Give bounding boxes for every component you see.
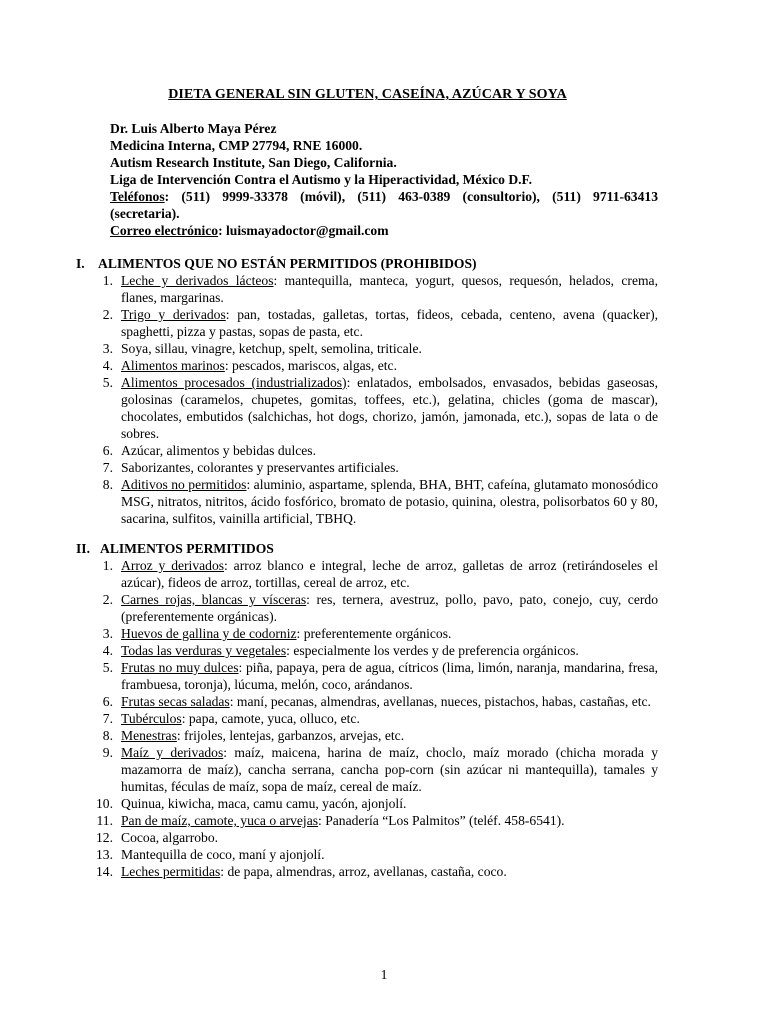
item-category: Carnes rojas, blancas y vísceras	[121, 592, 307, 607]
item-text: : arroz blanco e integral, leche de arroz, galletas de arroz (retirándoseles el azúcar), fideos de arroz, tortillas, cereal de arroz, etc.	[121, 558, 658, 590]
item-category: Frutas secas saladas	[121, 694, 230, 709]
author-institute: Autism Research Institute, San Diego, California.	[110, 155, 397, 170]
item-text: : enlatados, embolsados, envasados, bebidas gaseosas, golosinas (caramelos, chupetes, gomitas, toffees, etc.), gelatina, chicles (goma de mascar), chocolates, embutidos (salchichas, hot dogs, chorizo, jamón, jamonada, etc.), sopas de lata o de sobres.	[121, 375, 658, 441]
list-item	[76, 693, 658, 710]
list-item	[76, 306, 658, 340]
item-number: 13.	[96, 847, 113, 862]
list-item	[76, 374, 658, 442]
item-number: 4.	[102, 643, 113, 658]
item-category: Alimentos marinos	[121, 358, 225, 373]
item-text: : res, ternera, avestruz, pollo, pavo, pato, conejo, cuy, cerdo (preferentemente orgánicas).	[121, 592, 658, 624]
item-text: : preferentemente orgánicos.	[296, 626, 452, 641]
item-text: : de papa, almendras, arroz, avellanas, castaña, coco.	[220, 864, 507, 879]
item-number: 1.	[102, 273, 113, 288]
item-category: Tubérculos	[121, 711, 182, 726]
item-text: Cocoa, algarrobo.	[121, 830, 219, 845]
item-text: Quinua, kiwicha, maca, camu camu, yacón, ajonjolí.	[121, 796, 407, 811]
allowed-list	[76, 557, 658, 880]
author-league: Liga de Intervención Contra el Autismo y la Hiperactividad, México D.F.	[110, 172, 533, 187]
author-block	[110, 120, 658, 239]
author-email	[110, 222, 658, 239]
item-text: Azúcar, alimentos y bebidas dulces.	[121, 443, 316, 458]
item-number: 8.	[102, 477, 113, 492]
document-title: DIETA GENERAL SIN GLUTEN, CASEÍNA, AZÚCAR Y SOYA	[168, 87, 567, 102]
section-prohibited	[76, 255, 658, 527]
list-item	[76, 727, 658, 744]
item-number: 3.	[102, 626, 113, 641]
item-number: 5.	[102, 375, 113, 390]
item-category: Trigo y derivados	[121, 307, 226, 322]
email-label: Correo electrónico	[110, 223, 219, 238]
section-heading	[76, 540, 658, 557]
list-item	[76, 710, 658, 727]
item-category: Leche y derivados lácteos	[121, 273, 274, 288]
list-item	[76, 863, 658, 880]
list-item	[76, 557, 658, 591]
item-text: : mantequilla, manteca, yogurt, quesos, requesón, helados, crema, flanes, margarinas.	[121, 273, 658, 305]
section-heading	[76, 255, 658, 272]
item-category: Pan de maíz, camote, yuca o arvejas	[121, 813, 319, 828]
item-number: 4.	[102, 358, 113, 373]
item-number: 7.	[102, 711, 113, 726]
item-number: 11.	[96, 813, 113, 828]
section-number: I.	[76, 256, 85, 271]
item-category: Menestras	[121, 728, 177, 743]
item-number: 5.	[102, 660, 113, 675]
item-number: 7.	[102, 460, 113, 475]
phones-label: Teléfonos	[110, 189, 165, 204]
item-number: 2.	[102, 592, 113, 607]
item-category: Maíz y derivados	[121, 745, 224, 760]
list-item	[76, 591, 658, 625]
author-phones	[110, 188, 658, 222]
list-item	[76, 459, 658, 476]
list-item	[76, 846, 658, 863]
item-text: Mantequilla de coco, maní y ajonjolí.	[121, 847, 325, 862]
item-text: : maní, pecanas, almendras, avellanas, nueces, pistachos, habas, castañas, etc.	[229, 694, 651, 709]
author-specialty: Medicina Interna, CMP 27794, RNE 16000.	[110, 138, 363, 153]
author-name: Dr. Luis Alberto Maya Pérez	[110, 121, 277, 136]
list-item	[76, 744, 658, 795]
item-number: 12.	[96, 830, 113, 845]
item-text: : papa, camote, yuca, olluco, etc.	[181, 711, 360, 726]
item-number: 14.	[96, 864, 113, 879]
item-category: Frutas no muy dulces	[121, 660, 239, 675]
item-text: : piña, papaya, pera de agua, cítricos (lima, limón, naranja, mandarina, fresa, frambuesa, toronja), lúcuma, melón, coco, arándanos.	[121, 660, 658, 692]
section-allowed	[76, 540, 658, 880]
item-category: Arroz y derivados	[121, 558, 225, 573]
list-item	[76, 340, 658, 357]
item-category: Todas las verduras y vegetales	[121, 643, 287, 658]
item-text: : maíz, maicena, harina de maíz, choclo, maíz morado (chicha morada y mazamorra de maíz), cancha serrana, cancha pop-corn (sin azúcar ni mantequilla), tamales y humitas, féculas de maíz, sopa de maíz, cereal de maíz.	[121, 745, 659, 794]
item-text: : Panadería “Los Palmitos” (teléf. 458-6541).	[318, 813, 565, 828]
list-item	[76, 272, 658, 306]
item-number: 6.	[102, 443, 113, 458]
item-number: 3.	[102, 341, 113, 356]
list-item	[76, 442, 658, 459]
item-number: 9.	[102, 745, 113, 760]
item-category: Aditivos no permitidos	[121, 477, 247, 492]
item-text: : pescados, mariscos, algas, etc.	[224, 358, 397, 373]
list-item	[76, 476, 658, 527]
phones-text: : (511) 9999-33378 (móvil), (511) 463-0389 (consultorio), (511) 9711-63413 (secretaria).	[110, 189, 658, 221]
email-text: : luismayadoctor@gmail.com	[218, 223, 389, 238]
list-item	[76, 795, 658, 812]
item-text: : especialmente los verdes y de preferencia orgánicos.	[286, 643, 579, 658]
item-number: 2.	[102, 307, 113, 322]
item-category: Leches permitidas	[121, 864, 221, 879]
page-number: 1	[380, 967, 388, 982]
item-category: Huevos de gallina y de codorniz	[121, 626, 297, 641]
item-text: : aluminio, aspartame, splenda, BHA, BHT, cafeína, glutamato monosódico MSG, nitratos, nitritos, ácido fosfórico, bromato de potasio, quinina, olestra, polisorbatos 60 y 80, sacarina, sulfitos, vainilla artificial, TBHQ.	[121, 477, 658, 526]
section-number: II.	[76, 541, 90, 556]
item-text: : pan, tostadas, galletas, tortas, fideos, cebada, centeno, avena (quacker), spaghetti, pizza y pastas, sopas de pasta, etc.	[121, 307, 658, 339]
prohibited-list	[76, 272, 658, 527]
section-title: ALIMENTOS QUE NO ESTÁN PERMITIDOS (PROHIBIDOS)	[98, 256, 477, 271]
item-number: 10.	[96, 796, 113, 811]
item-text: Soya, sillau, vinagre, ketchup, spelt, semolina, triticale.	[121, 341, 422, 356]
section-title: ALIMENTOS PERMITIDOS	[100, 541, 274, 556]
list-item	[76, 625, 658, 642]
item-number: 1.	[102, 558, 113, 573]
item-text: : frijoles, lentejas, garbanzos, arvejas, etc.	[176, 728, 405, 743]
list-item	[76, 829, 658, 846]
item-text: Saborizantes, colorantes y preservantes artificiales.	[121, 460, 399, 475]
list-item	[76, 357, 658, 374]
list-item	[76, 642, 658, 659]
list-item	[76, 659, 658, 693]
list-item	[76, 812, 658, 829]
item-number: 6.	[102, 694, 113, 709]
item-category: Alimentos procesados (industrializados)	[121, 375, 347, 390]
item-number: 8.	[102, 728, 113, 743]
